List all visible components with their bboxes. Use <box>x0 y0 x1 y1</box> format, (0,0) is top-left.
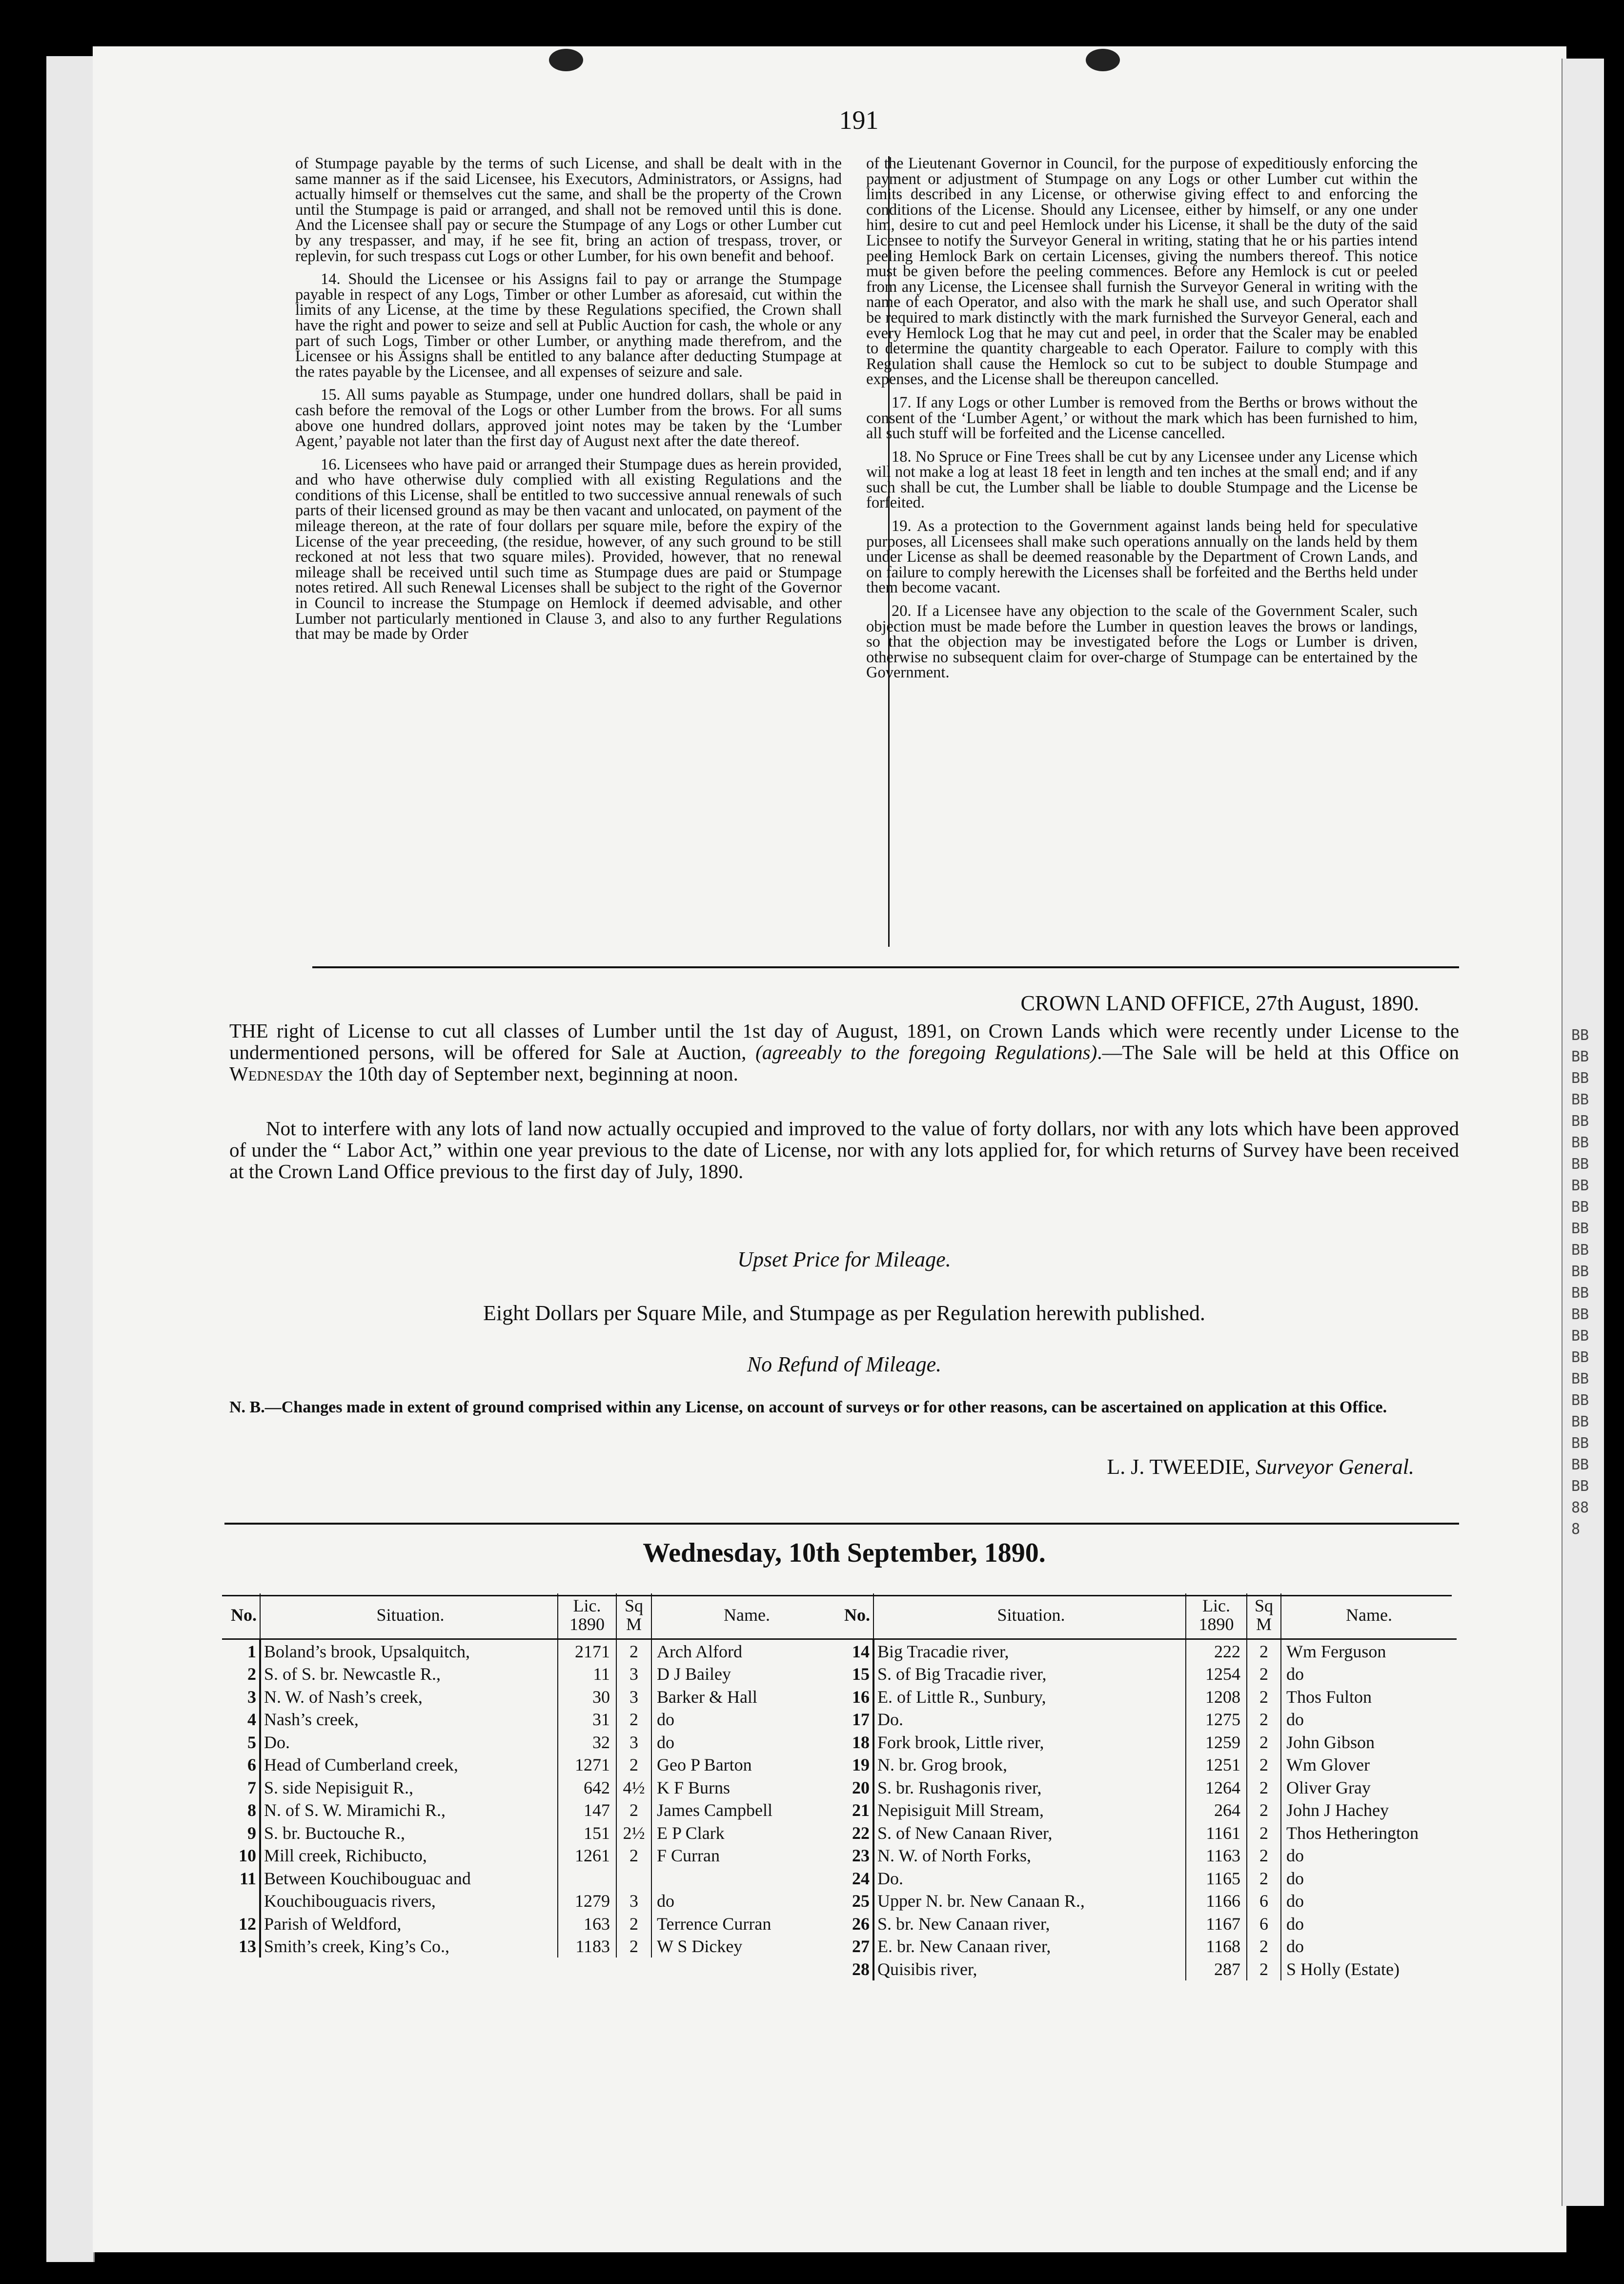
table-row <box>839 1821 1457 1844</box>
upset-price-heading: Upset Price for Mileage. <box>737 1247 951 1271</box>
lot-situation: Parish of Weldford, <box>260 1912 558 1935</box>
page-number: 191 <box>839 105 879 135</box>
lot-number: 6 <box>222 1754 260 1776</box>
table-row <box>222 1731 842 1754</box>
square-miles: 2 <box>616 1935 651 1958</box>
square-miles: 2 <box>1247 1799 1281 1822</box>
table-row <box>839 1935 1457 1958</box>
table-row <box>839 1776 1457 1799</box>
licensee-name: S Holly (Estate) <box>1286 1959 1400 1979</box>
lots-table-right <box>839 1593 1457 1980</box>
licensee-name: E P Clark <box>657 1823 725 1843</box>
lot-situation: Fork brook, Little river, <box>873 1731 1186 1754</box>
office-dateline: CROWN LAND OFFICE, 27th August, 1890. <box>1020 991 1419 1015</box>
lot-number: 23 <box>839 1844 873 1867</box>
license-number: 1163 <box>1186 1844 1247 1867</box>
licensee-name: Terrence Curran <box>657 1914 771 1934</box>
licensee-name: do <box>657 1732 674 1752</box>
licensee-name: D J Bailey <box>657 1664 731 1684</box>
sale-date-heading: Wednesday, 10th September, 1890. <box>643 1538 1046 1568</box>
lot-situation: S. of Big Tracadie river, <box>873 1663 1186 1686</box>
lot-number: 20 <box>839 1776 873 1799</box>
square-miles: 4½ <box>616 1776 651 1799</box>
lot-situation: Quisibis river, <box>873 1958 1186 1980</box>
table-row <box>222 1890 842 1913</box>
licensee-name: Oliver Gray <box>1286 1777 1371 1797</box>
licensee-name: Barker & Hall <box>657 1687 757 1707</box>
page-stack-edges <box>46 56 100 2262</box>
header-situation: Situation. <box>873 1593 1186 1639</box>
lot-number: 25 <box>839 1890 873 1913</box>
licensee-name: do <box>1286 1937 1304 1956</box>
no-refund-line: No Refund of Mileage. <box>747 1352 942 1376</box>
licensee-name: Wm Glover <box>1286 1755 1370 1774</box>
lot-situation: N. W. of North Forks, <box>873 1844 1186 1867</box>
square-miles: 6 <box>1247 1890 1281 1913</box>
license-number: 1264 <box>1186 1776 1247 1799</box>
square-miles: 3 <box>616 1685 651 1708</box>
table-row <box>222 1844 842 1867</box>
table-row <box>222 1935 842 1958</box>
regulation-paragraph: 20. If a Licensee have any objection to the scale of the Government Scaler, such objection must be made before the Lumber in question leaves the brows or landings, so that the objection may be investigated before the Logs or Lumber is driven, otherwise no subsequent claim for over-charge of Stumpage can be entertained by the Government. <box>866 602 1418 682</box>
square-miles: 2 <box>1247 1639 1281 1663</box>
licensee-name: John Gibson <box>1286 1732 1375 1752</box>
section-rule <box>224 1523 1459 1525</box>
punch-hole-left <box>549 49 583 71</box>
lot-situation: Nash’s creek, <box>260 1708 558 1731</box>
square-miles: 2 <box>616 1844 651 1867</box>
signature-title: Surveyor General. <box>1255 1455 1414 1479</box>
lot-number: 28 <box>839 1958 873 1980</box>
next-page-edge <box>1562 59 1604 2206</box>
lot-situation: Nepisiguit Mill Stream, <box>873 1799 1186 1822</box>
table-row <box>839 1708 1457 1731</box>
table-row <box>222 1685 842 1708</box>
square-miles: 2 <box>1247 1708 1281 1731</box>
table-row <box>839 1754 1457 1776</box>
sale-notice-paragraph <box>229 1020 1459 1084</box>
licensee-name: do <box>1286 1914 1304 1934</box>
table-row <box>222 1912 842 1935</box>
licensee-name: do <box>1286 1710 1304 1729</box>
regulation-paragraph: 18. No Spruce or Fine Trees shall be cut by any Licensee under any License which will not make a log at least 18 feet in length and ten inches at the small end; and if any such shall be cut, the Lumber shall be liable to double Stumpage and the License be forfeited. <box>866 448 1418 512</box>
licensee-name: Thos Fulton <box>1286 1687 1372 1707</box>
licensee-name: Arch Alford <box>657 1641 742 1661</box>
lot-number: 7 <box>222 1776 260 1799</box>
lot-situation: N. of S. W. Miramichi R., <box>260 1799 558 1822</box>
square-miles: 2 <box>1247 1821 1281 1844</box>
square-miles: 2 <box>1247 1776 1281 1799</box>
lot-number: 10 <box>222 1844 260 1867</box>
header-name: Name. <box>1281 1593 1457 1639</box>
licensee-name: Wm Ferguson <box>1286 1641 1386 1661</box>
license-number: 163 <box>558 1912 616 1935</box>
license-number: 1271 <box>558 1754 616 1776</box>
lot-situation: E. of Little R., Sunbury, <box>873 1685 1186 1708</box>
lot-situation: Mill creek, Richibucto, <box>260 1844 558 1867</box>
lot-number: 8 <box>222 1799 260 1822</box>
square-miles: 2 <box>1247 1958 1281 1980</box>
table-row <box>222 1754 842 1776</box>
lot-situation: S. br. New Canaan river, <box>873 1912 1186 1935</box>
regulation-paragraph: 17. If any Logs or other Lumber is removed from the Berths or brows without the consent of the ‘Lumber Agent,’ or without the mark which has been furnished to him, all such stuff will be forfeited and the License cancelled. <box>866 393 1418 443</box>
lot-number: 24 <box>839 1867 873 1890</box>
punch-hole-right <box>1086 49 1120 71</box>
licensee-name: do <box>657 1891 674 1911</box>
table-row <box>222 1867 842 1890</box>
lot-number: 17 <box>839 1708 873 1731</box>
square-miles: 2 <box>616 1799 651 1822</box>
lot-situation: Big Tracadie river, <box>873 1639 1186 1663</box>
lot-situation: Head of Cumberland creek, <box>260 1754 558 1776</box>
lot-situation: E. br. New Canaan river, <box>873 1935 1186 1958</box>
license-number: 1251 <box>1186 1754 1247 1776</box>
header-situation: Situation. <box>260 1593 558 1639</box>
license-number: 264 <box>1186 1799 1247 1822</box>
square-miles: 6 <box>1247 1912 1281 1935</box>
lot-situation: Kouchibouguacis rivers, <box>260 1890 558 1913</box>
lot-number: 9 <box>222 1821 260 1844</box>
licensee-name: Thos Hetherington <box>1286 1823 1419 1843</box>
square-miles: 3 <box>616 1890 651 1913</box>
lot-number: 12 <box>222 1912 260 1935</box>
license-number: 1165 <box>1186 1867 1247 1890</box>
licensee-name: Geo P Barton <box>657 1755 752 1774</box>
header-lic: Lic. 1890 <box>1186 1593 1247 1639</box>
table-row <box>222 1663 842 1686</box>
nb-note: N. B.—Changes made in extent of ground comprised within any License, on account of surveys or for other reasons, can be ascertained on application at this Office. <box>229 1398 1387 1416</box>
lot-situation: S. of New Canaan River, <box>873 1821 1186 1844</box>
header-sq: Sq M <box>1247 1593 1281 1639</box>
square-miles: 2 <box>616 1639 651 1663</box>
license-number: 1261 <box>558 1844 616 1867</box>
lot-number: 11 <box>222 1867 260 1890</box>
table-row <box>839 1844 1457 1867</box>
lot-number: 27 <box>839 1935 873 1958</box>
regulation-paragraph: of the Lieutenant Governor in Council, for the purpose of expeditiously enforcing the payment or adjustment of Stumpage on any Logs or other Lumber cut within the limits described in any License, or otherwise giving effect to and enforcing the conditions of the License. Should any Licensee, either by himself, or any one under him, desire to cut and peel Hemlock under his License, it shall be the duty of the said Licensee to notify the Surveyor General in writing, stating that he or his parties intend peeling Hemlock Bark on certain Licenses, giving the numbers thereof. This notice must be given before the peeling commences. Before any Hemlock is cut or peeled from any License, the Licensee shall furnish the Surveyor General in writing with the name of each Operator, and also with the mark he shall use, and such Operator shall be required to mark distinctly with the mark furnished the Surveyor General, each and every Hemlock Log that he may cut and peel, in order that the Scaler may be enabled to determine the quantity chargeable to each Operator. Failure to comply with this Regulation shall cause the Hemlock so cut to be subject to double Stumpage and expenses, and the License shall be thereupon cancelled. <box>866 155 1418 388</box>
table-row <box>839 1958 1457 1980</box>
lot-number: 5 <box>222 1731 260 1754</box>
license-number: 642 <box>558 1776 616 1799</box>
licensee-name: do <box>1286 1868 1304 1888</box>
lot-number: 26 <box>839 1912 873 1935</box>
license-number: 1208 <box>1186 1685 1247 1708</box>
square-miles: 3 <box>616 1731 651 1754</box>
lot-situation: N. W. of Nash’s creek, <box>260 1685 558 1708</box>
licensee-name: K F Burns <box>657 1777 731 1797</box>
table-row <box>839 1890 1457 1913</box>
license-number: 222 <box>1186 1639 1247 1663</box>
lot-number: 18 <box>839 1731 873 1754</box>
licensee-name: W S Dickey <box>657 1937 743 1956</box>
square-miles: 2½ <box>616 1821 651 1844</box>
square-miles: 2 <box>1247 1867 1281 1890</box>
table-header-row <box>222 1593 842 1639</box>
licensee-name: do <box>1286 1664 1304 1684</box>
licensee-name <box>651 1867 842 1890</box>
table-row <box>222 1776 842 1799</box>
lot-situation: Upper N. br. New Canaan R., <box>873 1890 1186 1913</box>
table-row <box>839 1685 1457 1708</box>
notice-text: .—The Sale will be held at this Office on <box>1097 1041 1459 1063</box>
header-lic: Lic. 1890 <box>558 1593 616 1639</box>
licensee-name: John J Hachey <box>1286 1800 1389 1820</box>
lot-situation: S. side Nepisiguit R., <box>260 1776 558 1799</box>
regulation-paragraph: 14. Should the Licensee or his Assigns fail to pay or arrange the Stumpage payable in respect of any Logs, Timber or other Lumber as aforesaid, cut within the limits of any License, at the time by these Regulations specified, the Crown shall have the right and power to seize and sell at Public Auction for cash, the whole or any part of such Logs, Timber or other Lumber, or anything made therefrom, and the Licensee or his Assigns shall be entitled to any balance after deducting Stumpage at the rates payable by the Licensee, and all expenses of seizure and sale. <box>295 270 842 381</box>
right-column <box>866 156 1418 689</box>
header-sq: Sq M <box>616 1593 651 1639</box>
license-number: 32 <box>558 1731 616 1754</box>
table-row <box>839 1799 1457 1822</box>
square-miles: 2 <box>616 1912 651 1935</box>
square-miles: 3 <box>616 1663 651 1686</box>
table-row <box>222 1639 842 1663</box>
lot-number: 16 <box>839 1685 873 1708</box>
lot-number: 19 <box>839 1754 873 1776</box>
licensee-name: do <box>657 1710 674 1729</box>
interference-paragraph: Not to interfere with any lots of land now actually occupied and improved to the value of forty dollars, nor with any lots which have been approved of under the “ Labor Act,” within one year previous to the date of License, nor with any lots applied for, for which returns of Survey have been received at the Crown Land Office previous to the first day of July, 1890. <box>229 1117 1459 1183</box>
table-row <box>839 1663 1457 1686</box>
lots-table-left <box>222 1593 842 1958</box>
table-row <box>839 1639 1457 1663</box>
notice-text: THE right of License to cut all classes of Lumber until the 1st day of August, 1891, on Crown Lands which were recently under License to the undermentioned persons, will be offered for Sale at Auction, <box>229 1020 1459 1063</box>
license-number: 147 <box>558 1799 616 1822</box>
lot-number: 1 <box>222 1639 260 1663</box>
lot-situation: S. br. Buctouche R., <box>260 1821 558 1844</box>
section-rule <box>312 966 1459 968</box>
notice-weekday: Wednesday <box>229 1062 324 1085</box>
lot-situation: S. of S. br. Newcastle R., <box>260 1663 558 1686</box>
license-number: 30 <box>558 1685 616 1708</box>
lot-number: 4 <box>222 1708 260 1731</box>
lot-number: 14 <box>839 1639 873 1663</box>
signature <box>1107 1454 1414 1479</box>
header-no: No. <box>839 1593 873 1639</box>
license-number: 1279 <box>558 1890 616 1913</box>
regulation-paragraph: 15. All sums payable as Stumpage, under one hundred dollars, shall be paid in cash before the removal of the Logs or other Lumber from the brows. For all sums above one hundred dollars, approved joint notes may be taken by the ‘Lumber Agent,’ payable not later than the first day of August next after the date thereof. <box>295 386 842 450</box>
lot-situation: Between Kouchibouguac and <box>260 1867 558 1890</box>
lot-number: 22 <box>839 1821 873 1844</box>
signature-name: L. J. TWEEDIE, <box>1107 1455 1250 1479</box>
licensee-name: James Campbell <box>657 1800 772 1820</box>
license-number: 1166 <box>1186 1890 1247 1913</box>
lot-number: 13 <box>222 1935 260 1958</box>
lot-number: 21 <box>839 1799 873 1822</box>
regulation-paragraph: of Stumpage payable by the terms of such License, and shall be dealt with in the same manner as if the said Licensee, his Executors, Administrators, or Assigns, had actually himself or themselves cut the same, and shall be the property of the Crown until the Stumpage is paid or arranged, and shall not be removed until this is done. And the Licensee shall pay or secure the Stumpage of any Logs or other Lumber cut by any trespasser, and may, if he see fit, bring an action of trespass, trover, or replevin, for such trespass cut Logs or other Lumber, for his own benefit and behoof. <box>295 155 842 265</box>
license-number: 1259 <box>1186 1731 1247 1754</box>
lot-situation: Boland’s brook, Upsalquitch, <box>260 1639 558 1663</box>
lot-situation: S. br. Rushagonis river, <box>873 1776 1186 1799</box>
square-miles: 2 <box>616 1754 651 1776</box>
left-column <box>295 156 842 650</box>
license-number: 1161 <box>1186 1821 1247 1844</box>
license-number: 1275 <box>1186 1708 1247 1731</box>
price-line: Eight Dollars per Square Mile, and Stumpage as per Regulation herewith published. <box>483 1301 1205 1325</box>
license-number: 1167 <box>1186 1912 1247 1935</box>
license-number: 11 <box>558 1663 616 1686</box>
notice-text: the 10th day of September next, beginning at noon. <box>323 1062 738 1085</box>
notice-italic: (agreeably to the foregoing Regulations) <box>755 1041 1097 1063</box>
licensee-name: F Curran <box>657 1846 720 1865</box>
table-row <box>839 1731 1457 1754</box>
lot-number: 15 <box>839 1663 873 1686</box>
license-number: 2171 <box>558 1639 616 1663</box>
license-number: 287 <box>1186 1958 1247 1980</box>
table-row <box>222 1821 842 1844</box>
table-row <box>839 1867 1457 1890</box>
license-number: 1183 <box>558 1935 616 1958</box>
header-no: No. <box>222 1593 260 1639</box>
lot-situation: Do. <box>873 1867 1186 1890</box>
square-miles: 2 <box>1247 1663 1281 1686</box>
square-miles: 2 <box>1247 1685 1281 1708</box>
square-miles: 2 <box>1247 1935 1281 1958</box>
square-miles: 2 <box>1247 1731 1281 1754</box>
square-miles: 2 <box>1247 1844 1281 1867</box>
lot-number: 2 <box>222 1663 260 1686</box>
lot-situation: Do. <box>260 1731 558 1754</box>
square-miles: 2 <box>1247 1754 1281 1776</box>
edge-marks: BBBBBBBBBBBBBBBBBBBBBBBBBBBBBBBBBBBBBBBBBBBB888 <box>1571 1027 1589 1538</box>
table-row <box>222 1799 842 1822</box>
table-row <box>222 1708 842 1731</box>
square-miles: 2 <box>616 1708 651 1731</box>
licensee-name: do <box>1286 1846 1304 1865</box>
license-number: 31 <box>558 1708 616 1731</box>
square-miles <box>616 1867 651 1890</box>
license-number <box>558 1867 616 1890</box>
header-name: Name. <box>651 1593 842 1639</box>
lot-situation: N. br. Grog brook, <box>873 1754 1186 1776</box>
regulation-paragraph: 16. Licensees who have paid or arranged their Stumpage dues as herein provided, and who have otherwise duly complied with all existing Regulations and the conditions of this License, shall be entitled to two successive annual renewals of such parts of their licensed ground as may be then vacant and unlocated, on payment of the mileage thereon, at the rate of four dollars per square mile, before the expiry of the License of the year preceeding, (the residue, however, of any such ground to be still reckoned at not less that two square miles). Provided, however, that no renewal mileage shall be received until such time as Stumpage dues are paid or Stumpage notes retired. All such Renewal Licenses shall be subject to the right of the Governor in Council to increase the Stumpage on Hemlock if deemed advisable, and other Lumber not particularly mentioned in Clause 3, and also to any further Regulations that may be made by Order <box>295 455 842 643</box>
lot-number: 3 <box>222 1685 260 1708</box>
lot-situation: Smith’s creek, King’s Co., <box>260 1935 558 1958</box>
license-number: 1168 <box>1186 1935 1247 1958</box>
lot-situation: Do. <box>873 1708 1186 1731</box>
license-number: 1254 <box>1186 1663 1247 1686</box>
licensee-name: do <box>1286 1891 1304 1911</box>
table-header-row <box>839 1593 1457 1639</box>
regulation-paragraph: 19. As a protection to the Government against lands being held for speculative purposes, all Licensees shall make such operations annually on the lands held by them under License as shall be deemed reasonable by the Department of Crown Lands, and on failure to comply herewith the Licenses shall be forfeited and the Berths held under them become vacant. <box>866 517 1418 597</box>
license-number: 151 <box>558 1821 616 1844</box>
table-row <box>839 1912 1457 1935</box>
lot-number <box>222 1890 260 1913</box>
